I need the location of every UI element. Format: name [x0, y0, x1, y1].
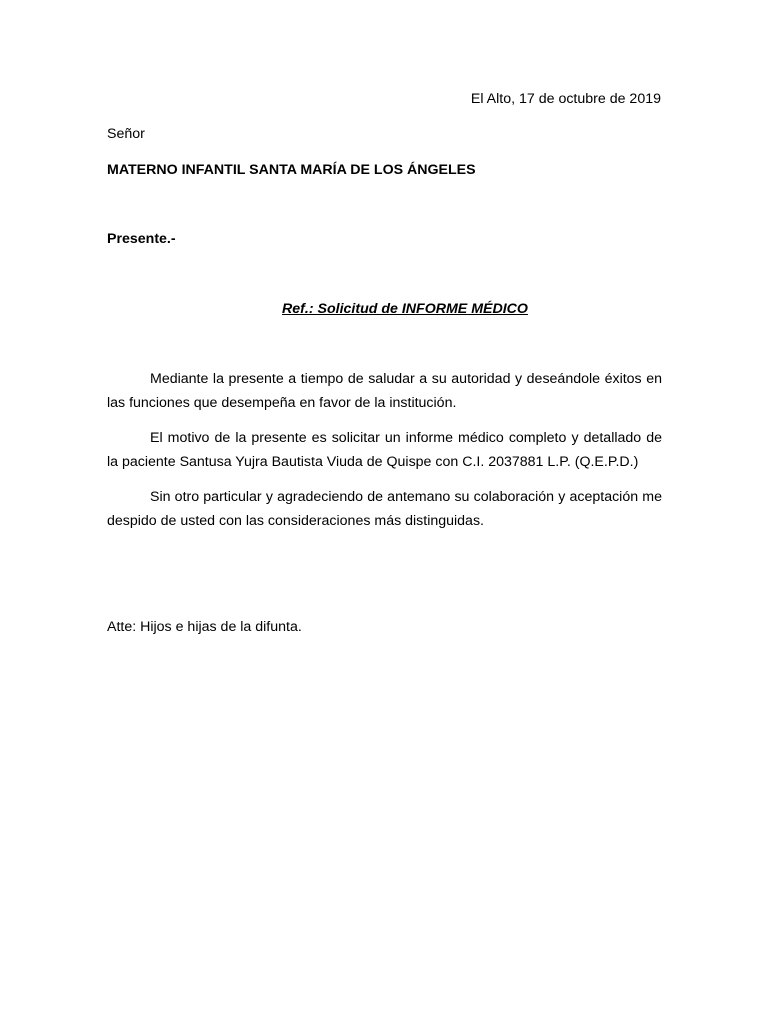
presente-heading: Presente.-	[107, 231, 176, 247]
salutation: Señor	[107, 126, 145, 142]
signoff: Atte: Hijos e hijas de la difunta.	[107, 619, 302, 635]
recipient-institution: MATERNO INFANTIL SANTA MARÍA DE LOS ÁNGELES	[107, 162, 476, 178]
body-paragraph-request: El motivo de la presente es solicitar un informe médico completo y detallado de la paciente Santusa Yujra Bautista Viuda de Quispe con C.I. 2037881 L.P. (Q.E.P.D.)	[107, 430, 662, 470]
body-paragraph-greeting: Mediante la presente a tiempo de saludar a su autoridad y deseándole éxitos en las funciones que desempeña en favor de la institución.	[107, 371, 662, 411]
reference-line: Ref.: Solicitud de INFORME MÉDICO	[282, 301, 528, 317]
body-paragraph-closing: Sin otro particular y agradeciendo de antemano su colaboración y aceptación me despido de usted con las consideraciones más distinguidas.	[107, 489, 662, 529]
letter-date: El Alto, 17 de octubre de 2019	[470, 91, 661, 107]
